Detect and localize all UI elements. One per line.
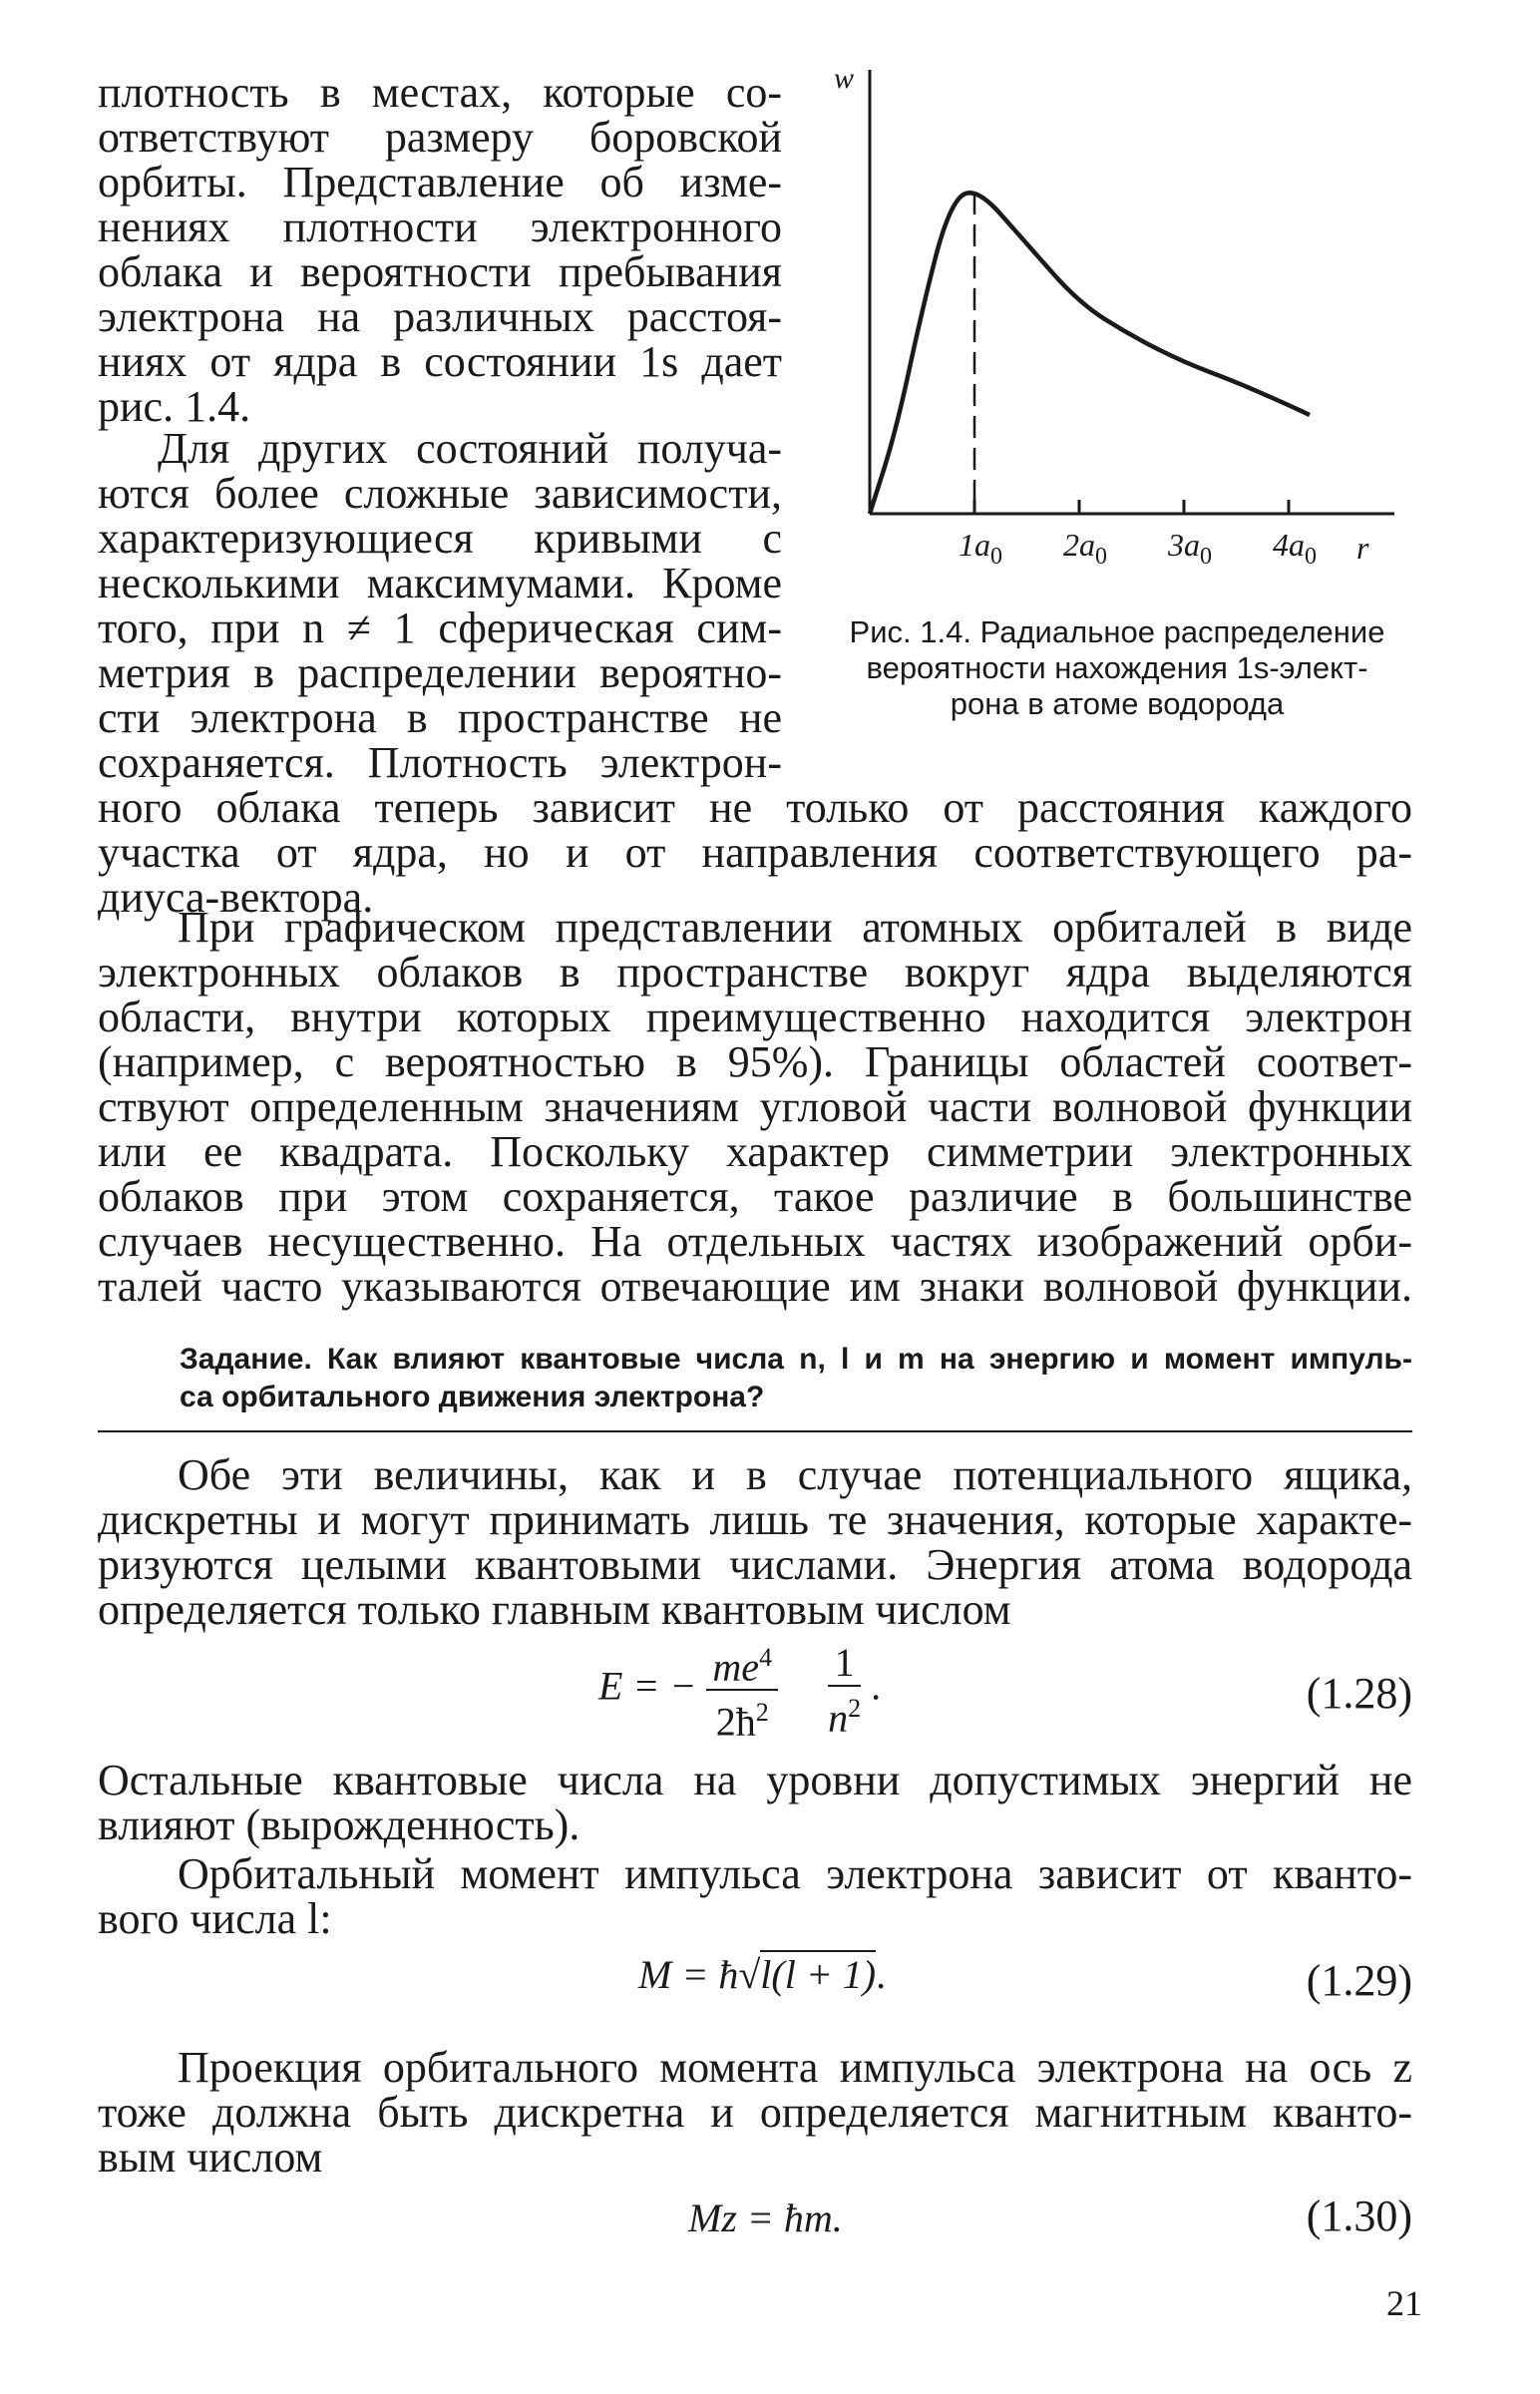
text-line: тоже должна быть дискретна и определяется магнитным кванто- — [98, 2088, 1412, 2137]
text-line: области, внутри которых преимущественно находится электрон — [98, 993, 1412, 1041]
figure-radial-distribution — [818, 60, 1416, 579]
text-line: сохраняется. Плотность электрон- — [98, 738, 782, 787]
text-line: Обе эти величины, как и в случае потенциального ящика, — [178, 1450, 1412, 1499]
paragraph-orbitals — [98, 905, 1412, 1309]
eq-num-exp: 4 — [759, 1643, 773, 1672]
text-line: диуса-вектора. — [98, 873, 374, 922]
text-line: Для других состояний получа- — [158, 424, 782, 473]
task-divider — [98, 1430, 1412, 1432]
text-line: Проекция орбитального момента импульса электрона на ось z — [178, 2043, 1412, 2092]
caption-line: вероятности нахождения 1s-элект- — [866, 650, 1368, 685]
equation-1-30: Mz = ħm. — [688, 2195, 843, 2240]
eq-den2-exp: 2 — [848, 1693, 862, 1723]
text-line: случаев несущественно. На отдельных частях изображений орби- — [98, 1217, 1412, 1266]
task-line: Задание. Как влияют квантовые числа n, l и m на энергию и момент импуль- — [180, 1343, 1412, 1376]
paragraph-other-states — [98, 426, 782, 785]
paragraph-discrete — [98, 1452, 1412, 1632]
text-line: характеризующиеся кривыми с — [98, 514, 782, 563]
caption-line: Рис. 1.4. Радиальное распределение — [849, 614, 1385, 649]
fraction-n — [828, 1641, 861, 1740]
x-ticks — [959, 500, 1317, 570]
eq-num2: 1 — [828, 1641, 861, 1687]
sqrt-sign: √ — [738, 1952, 761, 1997]
figure-caption — [818, 614, 1416, 722]
text-line: (например, с вероятностью в 95%). Границы областей соответ- — [98, 1037, 1412, 1086]
text-line: ются более сложные зависимости, — [98, 469, 782, 518]
intro-paragraph — [98, 70, 782, 429]
text-line: электрона на различных расстоя- — [98, 292, 782, 341]
equation-1-28 — [598, 1636, 881, 1745]
y-axis-label: w — [834, 62, 855, 95]
task-line: са орбитального движения электрона? — [180, 1381, 765, 1413]
text-line: электронных облаков в пространстве вокруг ядра выделяются — [98, 948, 1412, 997]
eq-den: 2ħ — [715, 1699, 756, 1745]
text-line: вым числом — [98, 2133, 323, 2182]
equation-number-1-29: (1.29) — [1306, 1956, 1412, 2005]
eq-num: me — [712, 1644, 760, 1690]
eq-den-exp: 2 — [755, 1698, 769, 1728]
x-tick-label: $3a_0$ — [1168, 527, 1212, 570]
text-line: несколькими максимумами. Кроме — [98, 559, 782, 607]
eq-lhs: M = ħ — [638, 1952, 739, 1997]
text-line: участка от ядра, но и от направления соответствующего ра- — [98, 828, 1412, 877]
text-line: орбиты. Представление об изме- — [98, 158, 782, 206]
paragraph-degeneracy — [98, 1758, 1412, 1847]
fraction-energy — [706, 1636, 778, 1745]
text-line: определяется только главным квантовым числом — [98, 1585, 1011, 1634]
x-tick-label: $1a_0$ — [959, 527, 1002, 570]
chart-axes — [870, 70, 1394, 514]
text-line: ниях от ядра в состоянии 1s дает — [98, 337, 782, 386]
text-line: нениях плотности электронного — [98, 202, 782, 251]
text-line: сти электрона в пространстве не — [98, 693, 782, 742]
task-block — [180, 1341, 1412, 1416]
caption-line: рона в атоме водорода — [950, 686, 1285, 721]
text-line: талей часто указываются отвечающие им знаки волновой функции. — [98, 1262, 1412, 1311]
text-line: облака и вероятности пребывания — [98, 247, 782, 296]
text-line: При графическом представлении атомных орбиталей в виде — [178, 903, 1412, 952]
text-line: ствуют определенным значениям угловой части волновой функции — [98, 1082, 1412, 1131]
text-line: метрия в распределении вероятно- — [98, 648, 782, 697]
text-line: дискретны и могут принимать лишь те значения, которые характе- — [98, 1495, 1412, 1544]
series-line-1s — [870, 193, 1310, 514]
text-line: рис. 1.4. — [98, 382, 251, 431]
text-line: вого числа l: — [98, 1894, 332, 1943]
paragraph-orbital-moment — [98, 1851, 1412, 1941]
x-axis-label: r — [1356, 530, 1369, 566]
text-line: ответствуют размеру боровской — [98, 113, 782, 162]
text-line: Орбитальный момент импульса электрона зависит от кванто- — [178, 1849, 1412, 1898]
text-line: Остальные квантовые числа на уровни допустимых энергий не — [98, 1756, 1412, 1804]
text-line: влияют (вырожденность). — [98, 1800, 580, 1849]
x-tick-label: $4a_0$ — [1273, 527, 1317, 570]
eq-lhs: E = − — [598, 1663, 697, 1709]
text-line: или ее квадрата. Поскольку характер симметрии электронных — [98, 1127, 1412, 1176]
eq-den2: n — [828, 1694, 849, 1740]
eq-tail: . — [876, 1952, 887, 1997]
text-line: того, при n ≠ 1 сферическая сим- — [98, 603, 782, 652]
equation-1-29 — [638, 1951, 886, 1998]
eq-radicand: l(l + 1) — [760, 1952, 877, 1997]
paragraph-projection — [98, 2045, 1412, 2180]
text-line: облаков при этом сохраняется, такое различие в большинстве — [98, 1172, 1412, 1221]
eq-tail: . — [871, 1663, 882, 1709]
equation-number-1-30: (1.30) — [1306, 2192, 1412, 2240]
text-line: ного облака теперь зависит не только от расстояния каждого — [98, 783, 1412, 832]
paragraph-other-states-cont — [98, 785, 1412, 920]
equation-number-1-28: (1.28) — [1306, 1669, 1412, 1718]
text-line: плотность в местах, которые со- — [98, 68, 782, 117]
x-tick-label: $2a_0$ — [1063, 527, 1107, 570]
text-line: ризуются целыми квантовыми числами. Энергия атома водорода — [98, 1540, 1412, 1589]
page-number: 21 — [1386, 2283, 1422, 2323]
